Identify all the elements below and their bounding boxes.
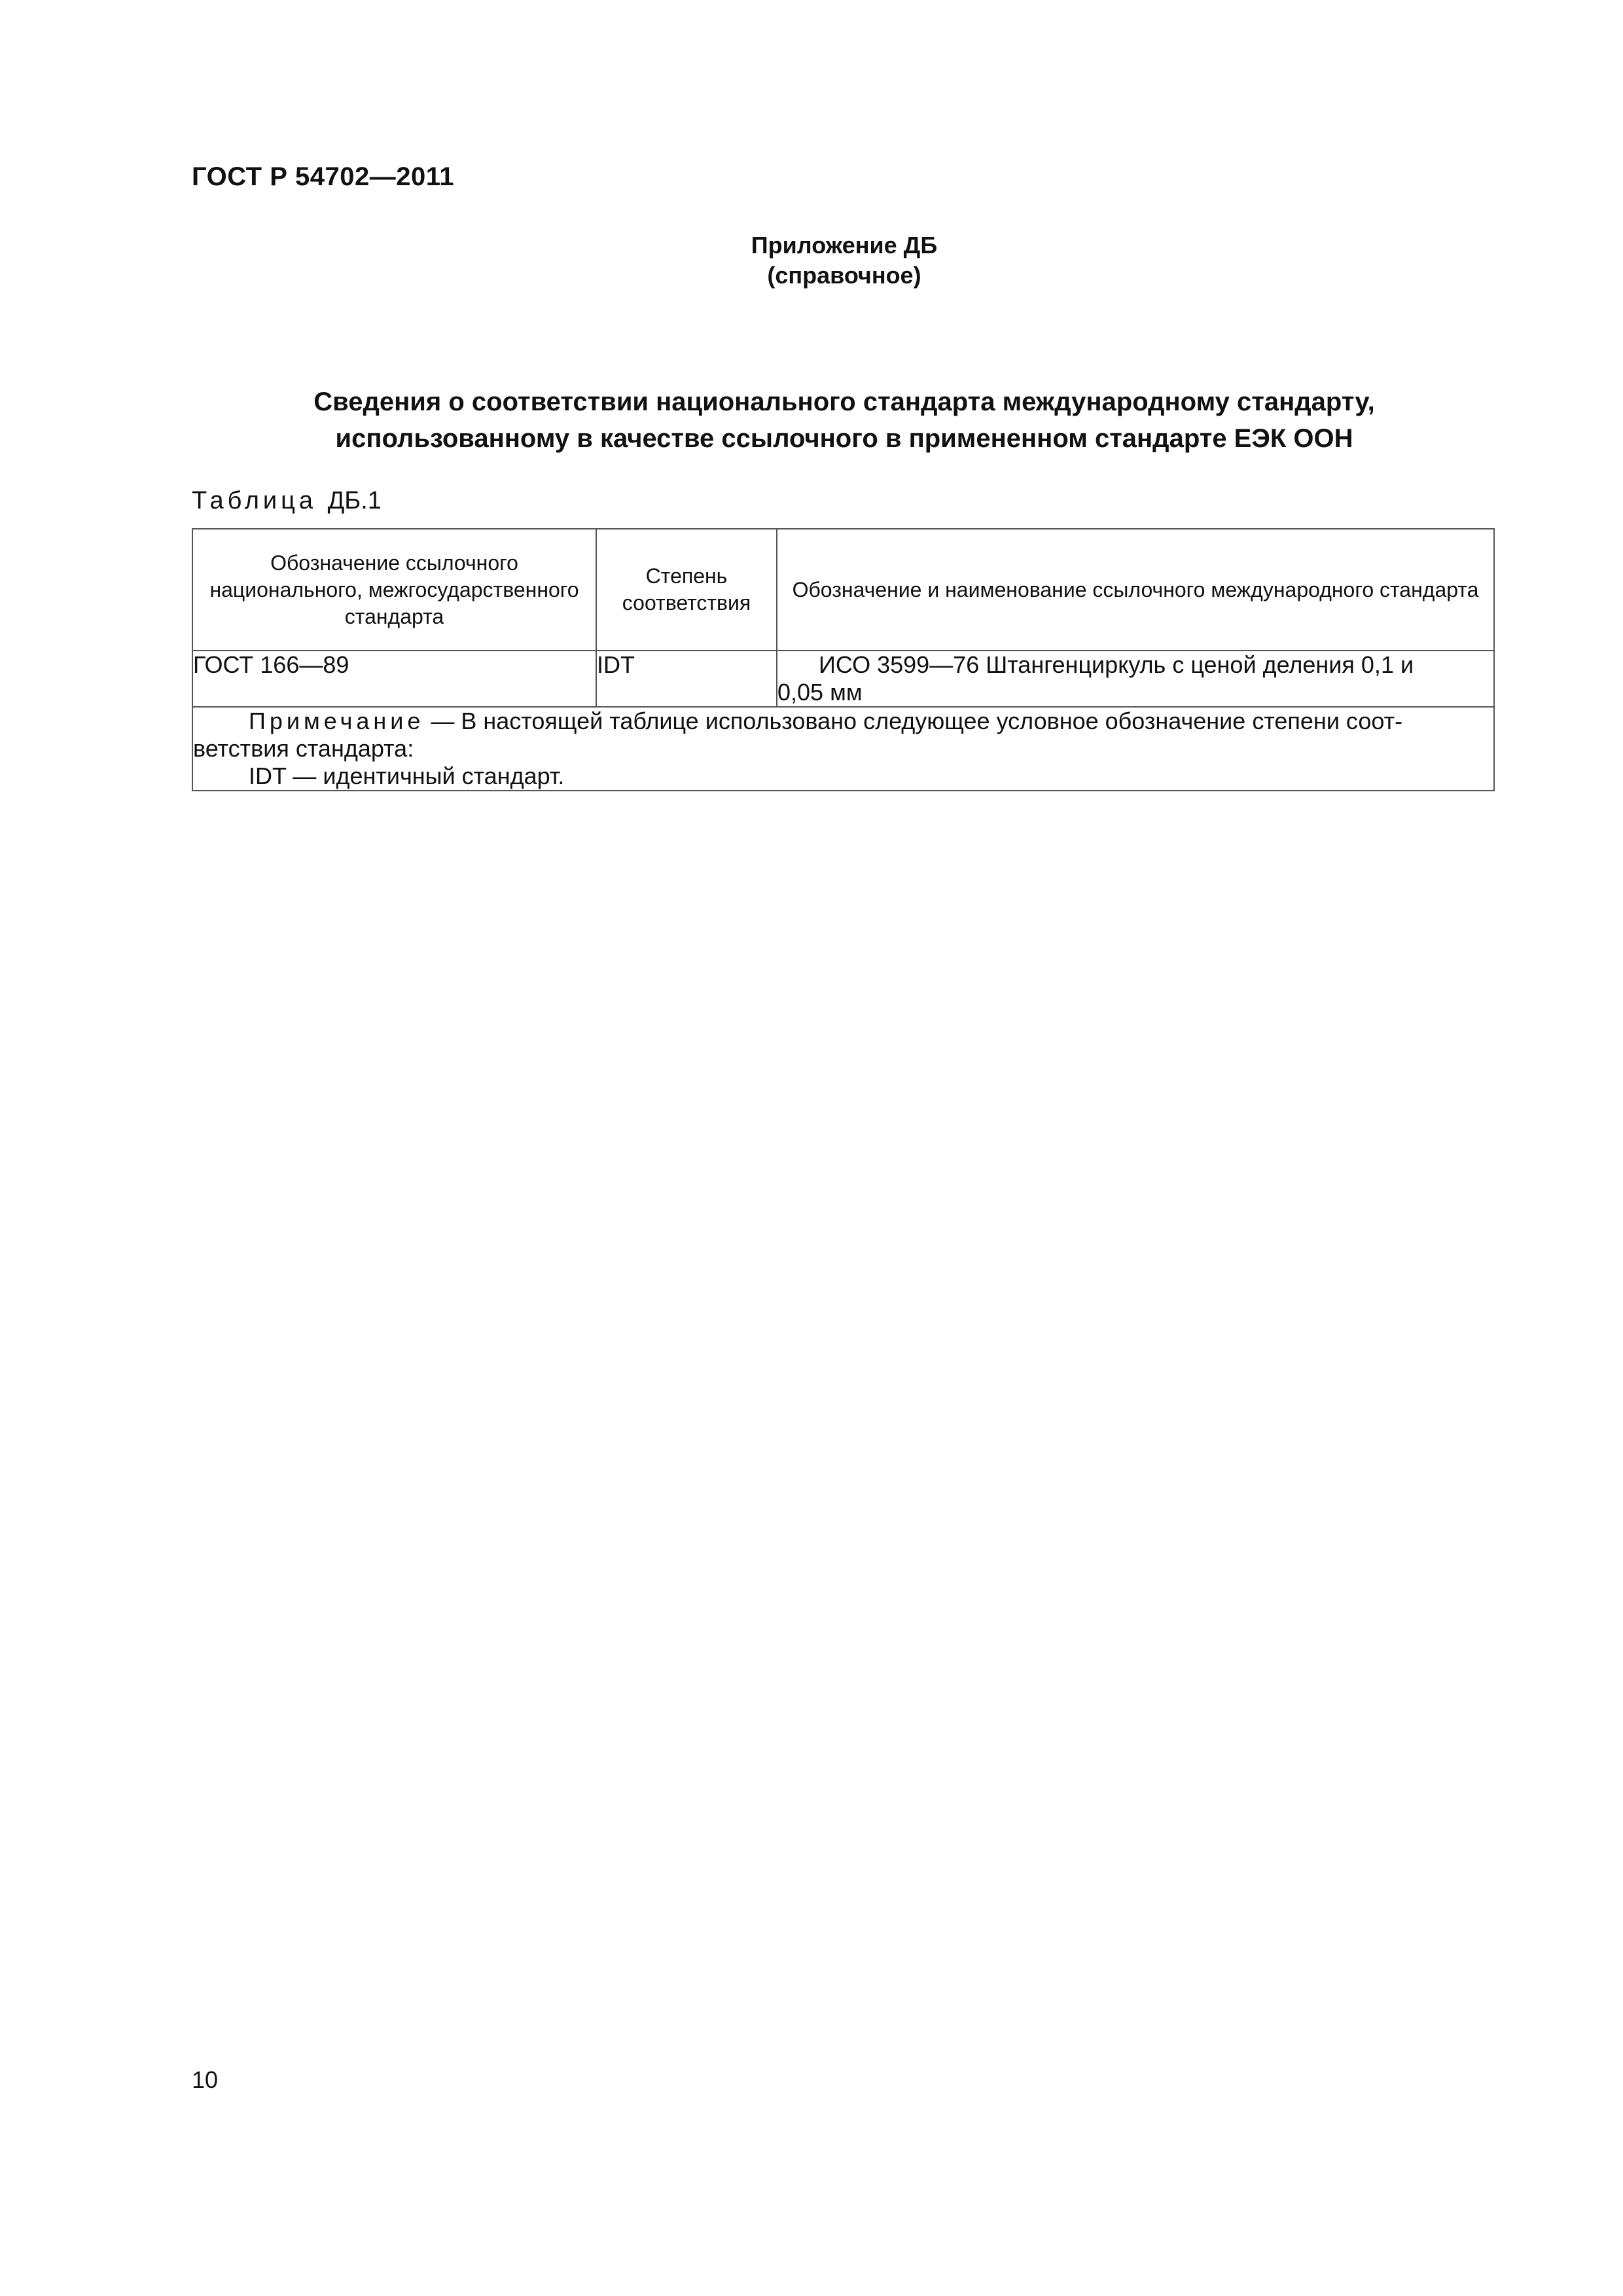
table-note-row: [192, 707, 1494, 791]
note-line-3: IDT — идентичный стандарт.: [249, 762, 565, 789]
table-note: [192, 707, 1494, 791]
note-label: Примечание: [249, 708, 425, 734]
reference-table: [192, 528, 1495, 791]
table-label-word: Таблица: [192, 487, 317, 514]
note-text-1: — В настоящей таблице использовано следующее условное обозначение степени соот-: [424, 708, 1403, 734]
cell-international-line-2: 0,05 мм: [777, 679, 863, 706]
cell-international-standard: [777, 651, 1494, 707]
document-code: ГОСТ Р 54702—2011: [192, 162, 454, 191]
table-header-row: [192, 529, 1494, 651]
table-row: [192, 651, 1494, 707]
annex-title: Приложение ДБ: [751, 232, 938, 259]
annex-status: (справочное): [767, 262, 921, 289]
table-label-number: ДБ.1: [327, 487, 382, 514]
header-international-standard: Обозначение и наименование ссылочного международного стандарта: [777, 529, 1494, 651]
header-degree: Степень соответствия: [596, 529, 777, 651]
annex-heading: [589, 230, 1099, 291]
cell-international-line-1: ИСО 3599—76 Штангенциркуль с ценой деления 0,1 и: [819, 651, 1414, 678]
header-national-standard: Обозначение ссылочного национального, межгосударственного стандарта: [192, 529, 596, 651]
cell-degree: IDT: [596, 651, 777, 707]
page-number: 10: [192, 2066, 219, 2093]
table-label: [192, 486, 382, 516]
cell-national-standard: ГОСТ 166—89: [192, 651, 596, 707]
note-line-1: [193, 708, 1493, 735]
main-title-line-2: использованному в качестве ссылочного в примененном стандарте ЕЭК ООН: [335, 424, 1353, 453]
main-title: [192, 384, 1497, 457]
note-line-2: ветствия стандарта:: [193, 735, 414, 762]
main-title-line-1: Сведения о соответствии национального стандарта международному стандарту,: [313, 387, 1375, 416]
